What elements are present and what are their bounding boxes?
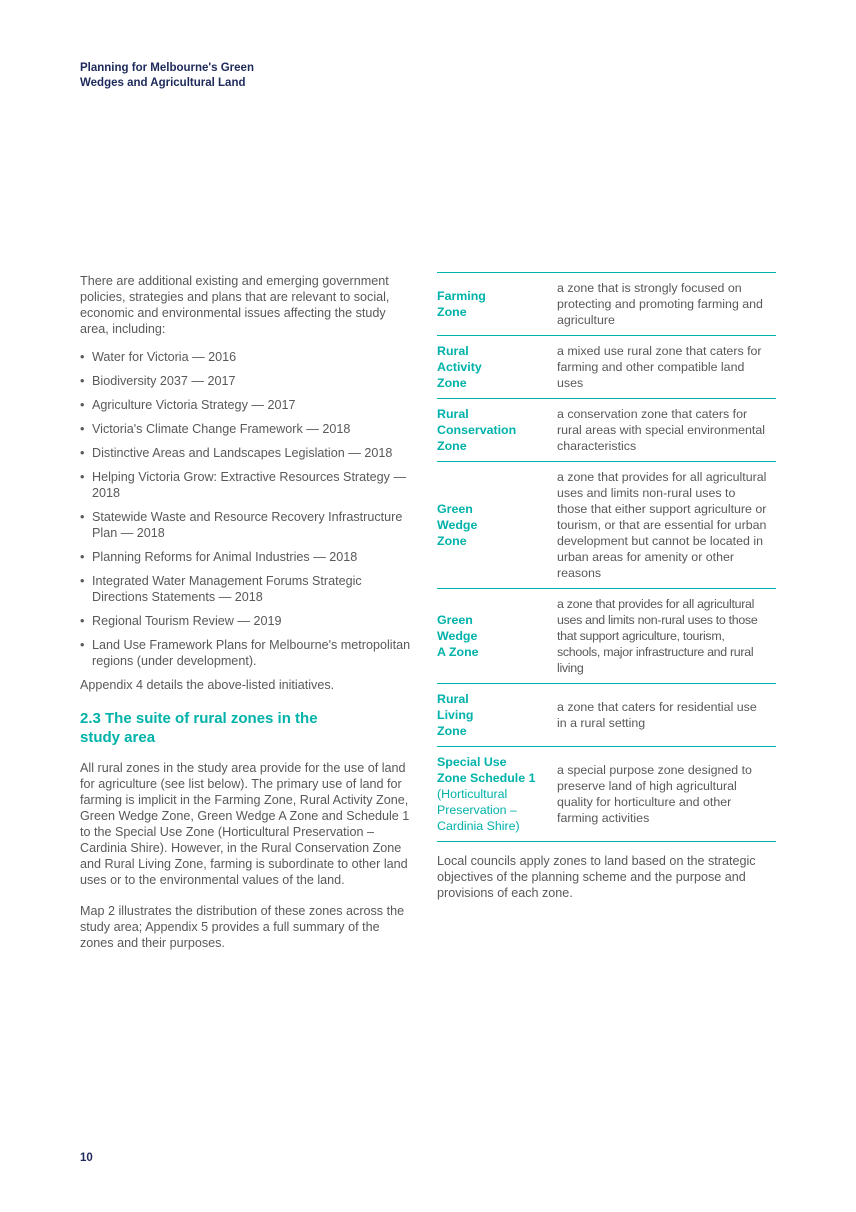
policy-list bbox=[80, 349, 415, 669]
zone-name-line: Zone bbox=[437, 534, 467, 548]
list-item: • Planning Reforms for Animal Industries — 2018 bbox=[80, 549, 415, 565]
zone-name-line: Wedge bbox=[437, 629, 478, 643]
zone-description: a zone that caters for residential use in a rural setting bbox=[557, 700, 757, 730]
zone-name-line: Zone Schedule 1 bbox=[437, 771, 536, 785]
zone-name-line: (Horticultural bbox=[437, 787, 508, 801]
list-item: • Biodiversity 2037 — 2017 bbox=[80, 373, 415, 389]
footnote-paragraph: Local councils apply zones to land based on the strategic objectives of the planning scheme and the purpose and provisions of each zone. bbox=[437, 854, 756, 900]
table-row bbox=[437, 273, 776, 336]
list-item: • Integrated Water Management Forums Strategic Directions Statements — 2018 bbox=[80, 573, 415, 605]
zone-description: a mixed use rural zone that caters for farming and other compatible land uses bbox=[557, 344, 762, 390]
zone-name-line: Zone bbox=[437, 305, 467, 319]
zone-name-line: Conservation bbox=[437, 423, 517, 437]
page-number: 10 bbox=[80, 1152, 93, 1164]
zone-description: a zone that is strongly focused on protecting and promoting farming and agriculture bbox=[557, 281, 763, 327]
list-item: • Agriculture Victoria Strategy — 2017 bbox=[80, 397, 415, 413]
table-row bbox=[437, 747, 776, 842]
zone-name bbox=[437, 343, 557, 391]
appendix-note: Appendix 4 details the above-listed initiatives. bbox=[80, 678, 335, 692]
table-row bbox=[437, 399, 776, 462]
zone-name bbox=[437, 612, 557, 660]
zone-name-line: Rural bbox=[437, 344, 469, 358]
zones-table bbox=[437, 272, 776, 842]
running-header bbox=[80, 61, 310, 91]
zone-name-line: Living bbox=[437, 708, 474, 722]
list-item: • Water for Victoria — 2016 bbox=[80, 349, 415, 365]
table-row bbox=[437, 462, 776, 589]
list-item: • Statewide Waste and Resource Recovery Infrastructure Plan — 2018 bbox=[80, 509, 415, 541]
zone-name-line: Green bbox=[437, 613, 473, 627]
list-item: • Distinctive Areas and Landscapes Legislation — 2018 bbox=[80, 445, 415, 461]
zone-description: a zone that provides for all agricultural uses and limits non-rural uses to those that support agriculture, tourism, schools, major infrastructure and rural living bbox=[557, 597, 758, 675]
zone-name-line: Preservation – bbox=[437, 803, 517, 817]
intro-paragraph: There are additional existing and emerging government policies, strategies and plans that are relevant to social, economic and environmental issues affecting the study area, including: bbox=[80, 274, 390, 336]
zone-name bbox=[437, 288, 557, 320]
body-paragraph: Map 2 illustrates the distribution of these zones across the study area; Appendix 5 provides a full summary of the zones and their purposes. bbox=[80, 904, 405, 950]
list-item: • Land Use Framework Plans for Melbourne's metropolitan regions (under development). bbox=[80, 637, 415, 669]
list-item: • Victoria's Climate Change Framework — 2018 bbox=[80, 421, 415, 437]
header-title-line-2: Wedges and Agricultural Land bbox=[80, 77, 246, 89]
list-item: • Helping Victoria Grow: Extractive Resources Strategy — 2018 bbox=[80, 469, 415, 501]
zone-name-line: Zone bbox=[437, 724, 467, 738]
zone-description: a special purpose zone designed to preserve land of high agricultural quality for horticulture and other farming activities bbox=[557, 763, 752, 825]
zone-name bbox=[437, 691, 557, 739]
zone-name-line: Cardinia Shire) bbox=[437, 819, 520, 833]
zone-name-line: Farming bbox=[437, 289, 486, 303]
table-row bbox=[437, 589, 776, 684]
zone-name-line: Special Use bbox=[437, 755, 507, 769]
zone-name bbox=[437, 754, 557, 834]
zone-name-line: A Zone bbox=[437, 645, 479, 659]
zone-name-line: Rural bbox=[437, 407, 469, 421]
zone-name-line: Zone bbox=[437, 376, 467, 390]
left-column bbox=[80, 273, 415, 951]
zone-description: a zone that provides for all agricultural uses and limits non-rural uses to those that either support agriculture or tourism, or that are essential for urban development but cannot be located in urban areas for amenity or other reasons bbox=[557, 470, 767, 580]
zone-name-line: Rural bbox=[437, 692, 469, 706]
zone-name bbox=[437, 501, 557, 549]
table-row bbox=[437, 684, 776, 747]
body-paragraph: All rural zones in the study area provide for the use of land for agriculture (see list below). The primary use of land for farming is implicit in the Farming Zone, Rural Activity Zone, Green Wedge Zone, Green Wedge A Zone and Schedule 1 to the Special Use Zone (Horticultural Preservation – Cardinia Shire). However, in the Rural Conservation Zone and Rural Living Zone, farming is subordinate to other land uses or to the environmental values of the land. bbox=[80, 761, 410, 887]
zone-name-line: Green bbox=[437, 502, 473, 516]
section-heading: 2.3 The suite of rural zones in the study area bbox=[80, 710, 318, 746]
right-column bbox=[437, 272, 776, 914]
zone-description: a conservation zone that caters for rural areas with special environmental characteristics bbox=[557, 407, 765, 453]
header-title-line-1: Planning for Melbourne's Green bbox=[80, 62, 254, 74]
zone-name bbox=[437, 406, 557, 454]
list-item: • Regional Tourism Review — 2019 bbox=[80, 613, 415, 629]
table-row bbox=[437, 336, 776, 399]
zone-name-line: Activity bbox=[437, 360, 482, 374]
zone-name-line: Wedge bbox=[437, 518, 478, 532]
zone-name-line: Zone bbox=[437, 439, 467, 453]
